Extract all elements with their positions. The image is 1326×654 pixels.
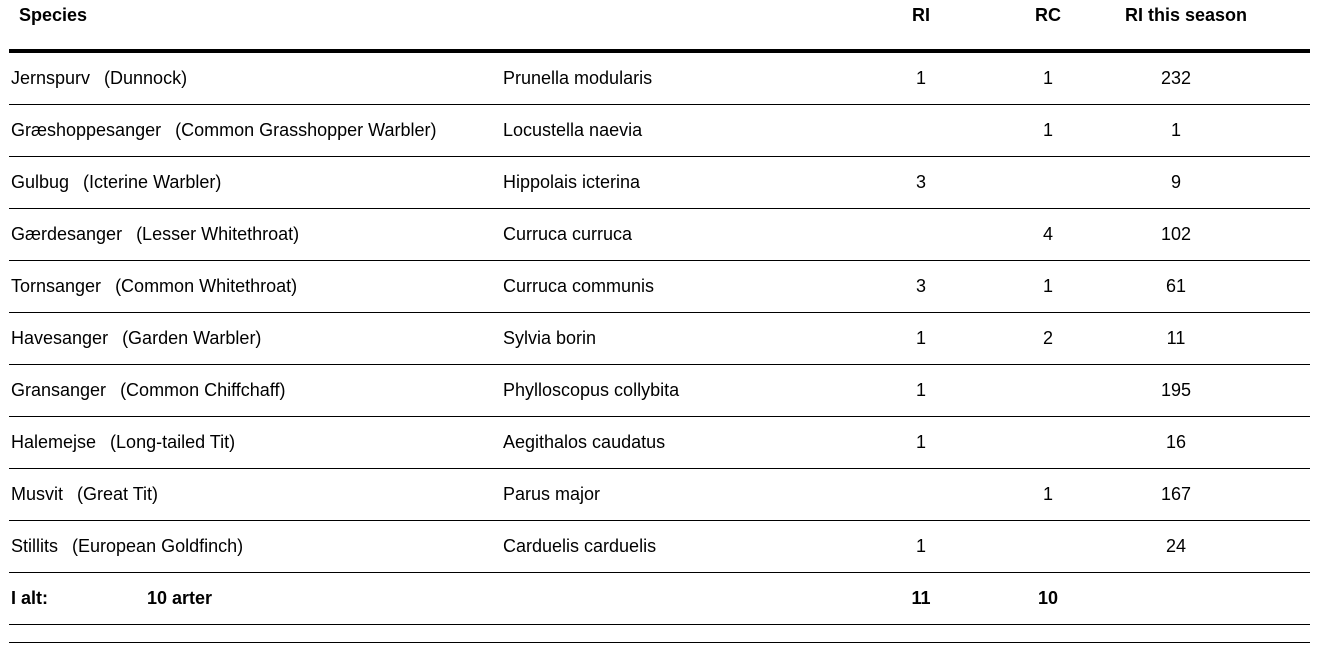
season-value: 167 bbox=[1160, 484, 1192, 504]
latin-name: Hippolais icterina bbox=[503, 172, 641, 192]
danish-name: Græshoppesanger bbox=[11, 120, 162, 140]
table-row bbox=[9, 157, 1310, 209]
english-name: (Long-tailed Tit) bbox=[110, 432, 236, 452]
english-name: (Lesser Whitethroat) bbox=[136, 224, 300, 244]
ri-value: 3 bbox=[915, 276, 926, 296]
danish-name: Stillits bbox=[11, 536, 59, 556]
table-row bbox=[9, 261, 1310, 313]
ri-value: 1 bbox=[915, 380, 926, 400]
rc-value: 1 bbox=[1042, 276, 1053, 296]
species-name bbox=[11, 172, 221, 193]
species-table bbox=[9, 0, 1310, 625]
danish-name: Musvit bbox=[11, 484, 64, 504]
rc-value: 1 bbox=[1042, 484, 1053, 504]
ri-value: 1 bbox=[915, 432, 926, 452]
ri-value: 1 bbox=[915, 536, 926, 556]
species-name bbox=[11, 536, 243, 557]
danish-name: Gulbug bbox=[11, 172, 70, 192]
season-value: 16 bbox=[1165, 432, 1187, 452]
table-row bbox=[9, 209, 1310, 261]
latin-name: Parus major bbox=[503, 484, 601, 504]
total-label: I alt: bbox=[11, 588, 49, 608]
table-row bbox=[9, 469, 1310, 521]
species-name bbox=[11, 380, 285, 401]
table-row bbox=[9, 365, 1310, 417]
table-row bbox=[9, 53, 1310, 105]
table-row bbox=[9, 417, 1310, 469]
latin-name: Curruca curruca bbox=[503, 224, 633, 244]
latin-name: Carduelis carduelis bbox=[503, 536, 657, 556]
species-name bbox=[11, 68, 187, 89]
total-species-count: 10 arter bbox=[147, 588, 213, 608]
latin-name: Prunella modularis bbox=[503, 68, 653, 88]
species-name bbox=[11, 276, 297, 297]
latin-name: Curruca communis bbox=[503, 276, 655, 296]
rc-value: 2 bbox=[1042, 328, 1053, 348]
english-name: (Dunnock) bbox=[104, 68, 188, 88]
header-rc: RC bbox=[1035, 5, 1061, 25]
species-name bbox=[11, 484, 158, 505]
table-row bbox=[9, 105, 1310, 157]
table-row bbox=[9, 313, 1310, 365]
rc-value: 4 bbox=[1042, 224, 1053, 244]
english-name: (Great Tit) bbox=[77, 484, 159, 504]
season-value: 195 bbox=[1160, 380, 1192, 400]
danish-name: Tornsanger bbox=[11, 276, 102, 296]
bottom-divider bbox=[9, 642, 1310, 643]
latin-name: Locustella naevia bbox=[503, 120, 643, 140]
table-header bbox=[9, 0, 1310, 53]
total-rc: 10 bbox=[1037, 588, 1059, 608]
season-value: 24 bbox=[1165, 536, 1187, 556]
species-name bbox=[11, 432, 235, 453]
ri-value: 1 bbox=[915, 328, 926, 348]
species-name bbox=[11, 224, 299, 245]
season-value: 102 bbox=[1160, 224, 1192, 244]
english-name: (Common Whitethroat) bbox=[115, 276, 298, 296]
ri-value: 3 bbox=[915, 172, 926, 192]
total-ri: 11 bbox=[911, 588, 931, 608]
danish-name: Havesanger bbox=[11, 328, 109, 348]
header-ri: RI bbox=[912, 5, 930, 25]
season-value: 1 bbox=[1170, 120, 1181, 140]
danish-name: Jernspurv bbox=[11, 68, 91, 88]
english-name: (Common Chiffchaff) bbox=[120, 380, 286, 400]
english-name: (European Goldfinch) bbox=[72, 536, 244, 556]
danish-name: Gærdesanger bbox=[11, 224, 123, 244]
total-row bbox=[9, 573, 1310, 625]
english-name: (Garden Warbler) bbox=[122, 328, 262, 348]
header-species: Species bbox=[19, 5, 88, 25]
latin-name: Aegithalos caudatus bbox=[503, 432, 666, 452]
season-value: 232 bbox=[1160, 68, 1192, 88]
danish-name: Gransanger bbox=[11, 380, 107, 400]
season-value: 61 bbox=[1165, 276, 1187, 296]
table-row bbox=[9, 521, 1310, 573]
english-name: (Icterine Warbler) bbox=[83, 172, 222, 192]
species-name bbox=[11, 120, 437, 141]
rc-value: 1 bbox=[1042, 120, 1053, 140]
danish-name: Halemejse bbox=[11, 432, 97, 452]
latin-name: Sylvia borin bbox=[503, 328, 597, 348]
english-name: (Common Grasshopper Warbler) bbox=[175, 120, 437, 140]
ri-value: 1 bbox=[915, 68, 926, 88]
season-value: 11 bbox=[1166, 328, 1186, 348]
species-name bbox=[11, 328, 261, 349]
header-ri-season: RI this season bbox=[1125, 5, 1248, 25]
latin-name: Phylloscopus collybita bbox=[503, 380, 680, 400]
season-value: 9 bbox=[1170, 172, 1181, 192]
rc-value: 1 bbox=[1042, 68, 1053, 88]
